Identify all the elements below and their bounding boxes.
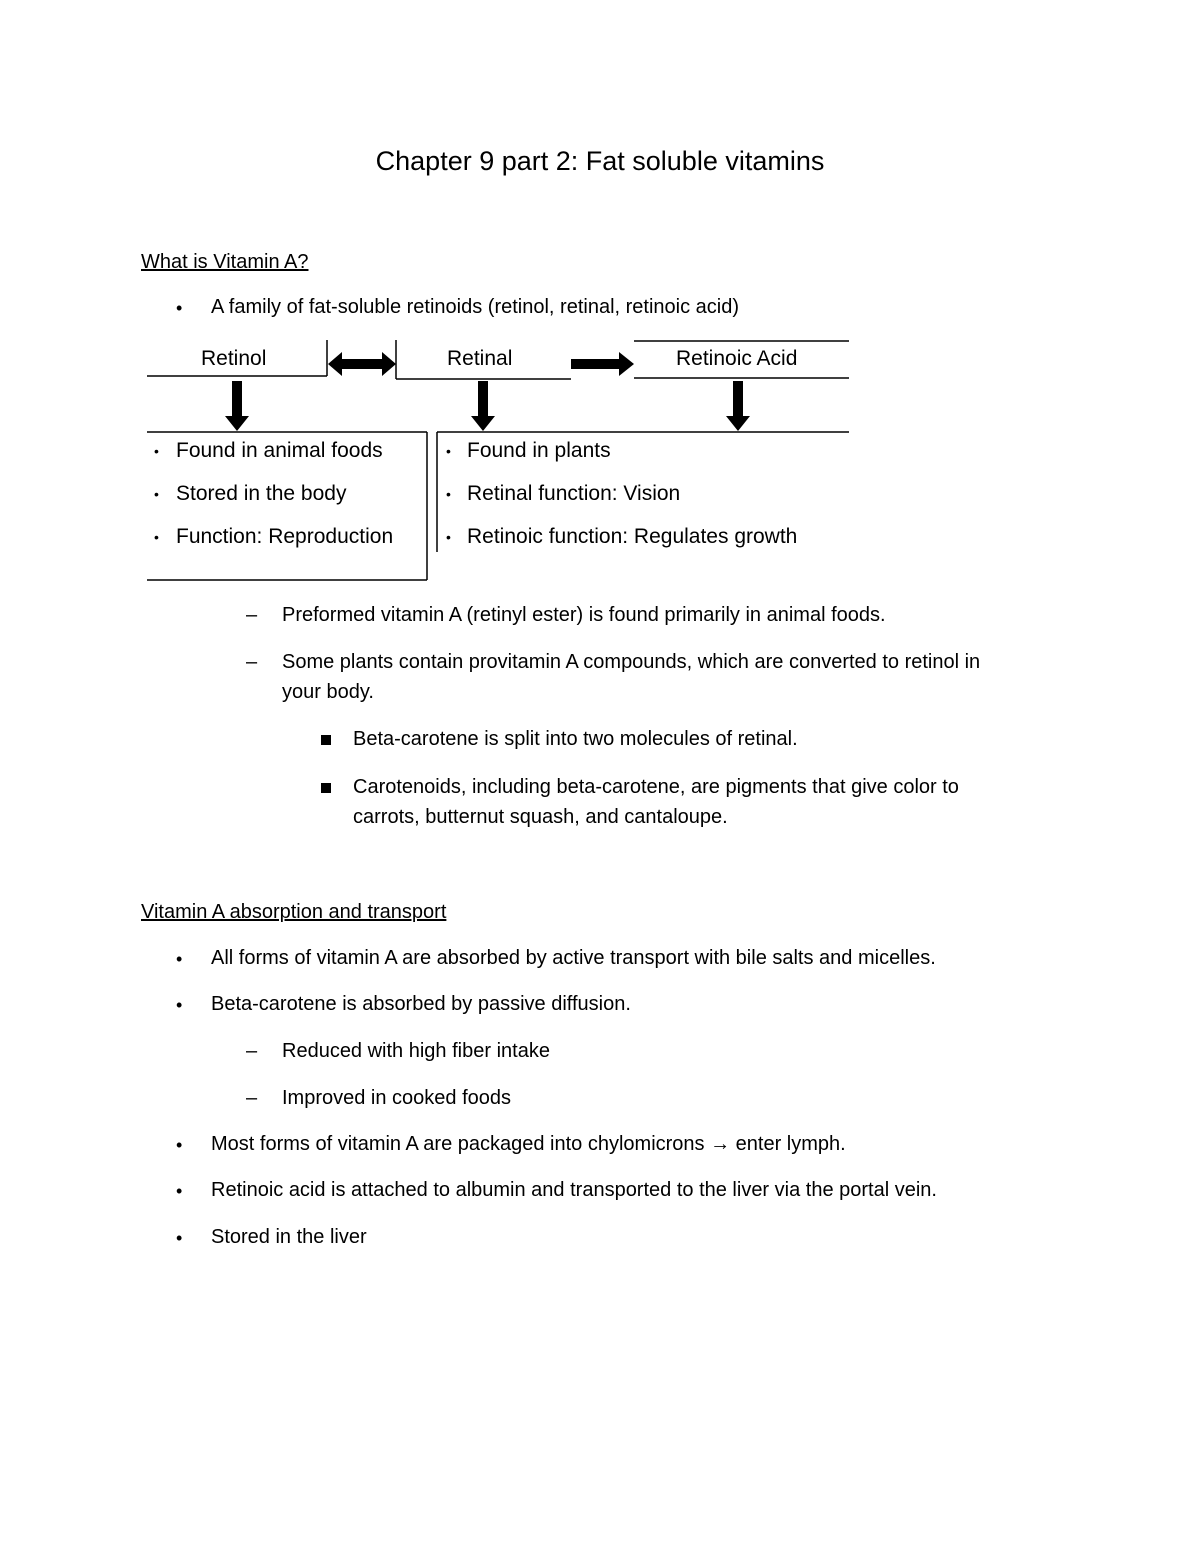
diagram-label-retinol: Retinol bbox=[201, 347, 267, 370]
subsub-carotenoids-line1: Carotenoids, including beta-carotene, are pigments that give color to bbox=[353, 776, 959, 798]
double-arrow-icon bbox=[328, 352, 396, 376]
bullet-marker: • bbox=[176, 995, 183, 1015]
down-arrow-icon bbox=[471, 381, 495, 431]
diagram-label-retinal: Retinal bbox=[447, 347, 513, 370]
bullet-stored-liver: Stored in the liver bbox=[211, 1226, 367, 1248]
down-arrow-icon bbox=[726, 381, 750, 431]
bullet-passive-diffusion: Beta-carotene is absorbed by passive diffusion. bbox=[211, 993, 631, 1015]
section-heading-absorption-transport: Vitamin A absorption and transport bbox=[141, 901, 447, 923]
diagram-label-retinoic-acid: Retinoic Acid bbox=[676, 347, 798, 370]
diagram-left-item: Function: Reproduction bbox=[176, 525, 394, 548]
square-bullet-icon bbox=[321, 783, 331, 793]
bullet-marker: • bbox=[176, 1181, 183, 1201]
right-arrow-icon bbox=[571, 352, 634, 376]
diagram-bullet-marker: • bbox=[154, 529, 159, 545]
bullet-marker: • bbox=[176, 298, 183, 318]
diagram-left-item: Found in animal foods bbox=[176, 439, 383, 462]
diagram-right-item: Retinal function: Vision bbox=[467, 482, 681, 505]
section-heading-what-is-vitamin-a: What is Vitamin A? bbox=[141, 251, 309, 273]
dash-marker: – bbox=[246, 604, 258, 626]
subsub-beta-carotene: Beta-carotene is split into two molecules of retinal. bbox=[353, 728, 798, 750]
square-bullet-icon bbox=[321, 735, 331, 745]
down-arrow-icon bbox=[225, 381, 249, 431]
diagram-right-item: Retinoic function: Regulates growth bbox=[467, 525, 798, 548]
bullet-marker: • bbox=[176, 1228, 183, 1248]
diagram-right-item: Found in plants bbox=[467, 439, 611, 462]
sub-cooked-foods: Improved in cooked foods bbox=[282, 1087, 512, 1109]
bullet-retinoic-albumin: Retinoic acid is attached to albumin and transported to the liver via the portal vein. bbox=[211, 1179, 937, 1201]
sub-preformed-vitamin-a: Preformed vitamin A (retinyl ester) is found primarily in animal foods. bbox=[282, 604, 886, 626]
bullet-marker: • bbox=[176, 1135, 183, 1155]
page-title: Chapter 9 part 2: Fat soluble vitamins bbox=[375, 146, 825, 176]
diagram-bullet-marker: • bbox=[446, 486, 451, 502]
diagram-bullet-marker: • bbox=[154, 443, 159, 459]
diagram-bullet-marker: • bbox=[154, 486, 159, 502]
dash-marker: – bbox=[246, 1040, 258, 1062]
bullet-chylomicrons: Most forms of vitamin A are packaged into chylomicrons → enter lymph. bbox=[211, 1133, 846, 1155]
bullet-marker: • bbox=[176, 949, 183, 969]
sub-high-fiber: Reduced with high fiber intake bbox=[282, 1040, 550, 1062]
diagram-left-item: Stored in the body bbox=[176, 482, 347, 505]
dash-marker: – bbox=[246, 1087, 258, 1109]
bullet-retinoid-family: A family of fat-soluble retinoids (retinol, retinal, retinoic acid) bbox=[211, 296, 740, 318]
sub-provitamin-a-line1: Some plants contain provitamin A compounds, which are converted to retinol in bbox=[282, 651, 981, 673]
diagram-bullet-marker: • bbox=[446, 529, 451, 545]
dash-marker: – bbox=[246, 651, 258, 673]
sub-provitamin-a-line2: your body. bbox=[282, 681, 374, 703]
subsub-carotenoids-line2: carrots, butternut squash, and cantaloupe. bbox=[353, 806, 728, 828]
diagram-bullet-marker: • bbox=[446, 443, 451, 459]
bullet-active-transport: All forms of vitamin A are absorbed by active transport with bile salts and micelles. bbox=[211, 947, 936, 969]
